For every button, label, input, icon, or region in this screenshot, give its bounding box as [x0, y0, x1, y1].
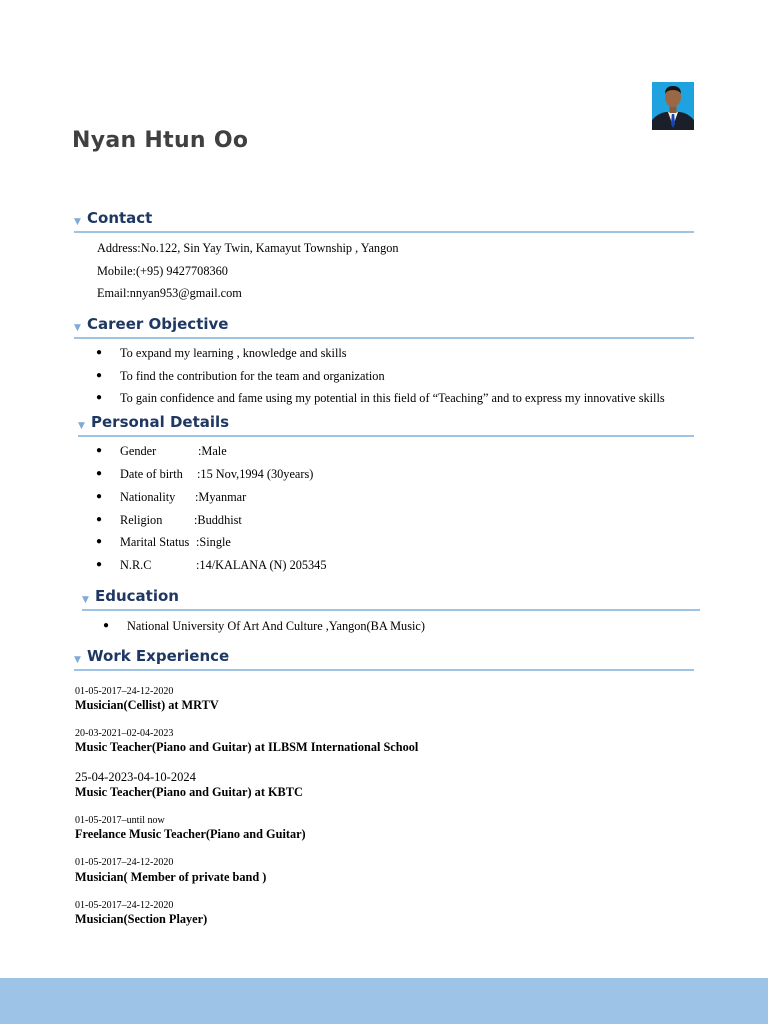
work-title: Freelance Music Teacher(Piano and Guitar)	[75, 827, 306, 841]
work-title: Music Teacher(Piano and Guitar) at KBTC	[75, 785, 303, 799]
field-label: Gender	[120, 444, 157, 458]
field-label: N.R.C	[120, 558, 152, 572]
education-section-header	[82, 587, 700, 611]
work-date: 25-04-2023-04-10-2024	[75, 770, 196, 784]
bullet-icon: ●	[103, 620, 110, 631]
triangle-down-icon: ▼	[74, 655, 81, 665]
work-title: Musician( Member of private band )	[75, 870, 267, 884]
section-title: Education	[95, 587, 179, 605]
triangle-down-icon: ▼	[74, 323, 81, 333]
bullet-icon: ●	[96, 559, 103, 570]
work-title: Musician(Cellist) at MRTV	[75, 698, 219, 712]
personal-item-nrc	[120, 557, 326, 573]
personal-item-nationality	[120, 489, 246, 505]
objective-section-header	[74, 315, 694, 339]
work-date: 01-05-2017–24-12-2020	[75, 686, 174, 697]
personal-item-marital-status	[120, 534, 231, 550]
bullet-icon: ●	[96, 514, 103, 525]
objective-item: To gain confidence and fame using my potential in this field of “Teaching” and to express my innovative skills	[120, 391, 665, 405]
candidate-name: Nyan Htun Oo	[72, 128, 249, 153]
field-value: :Myanmar	[195, 490, 247, 504]
objective-item: To expand my learning , knowledge and skills	[120, 346, 347, 360]
contact-mobile: Mobile:(+95) 9427708360	[97, 264, 228, 278]
field-value: :Buddhist	[194, 513, 242, 527]
work-section-header	[74, 647, 694, 671]
section-title: Career Objective	[87, 315, 229, 333]
contact-email: Email:nnyan953@gmail.com	[97, 286, 242, 300]
objective-item: To find the contribution for the team and organization	[120, 369, 385, 383]
triangle-down-icon: ▼	[82, 595, 89, 605]
section-title: Personal Details	[91, 413, 230, 431]
bullet-icon: ●	[96, 491, 103, 502]
profile-photo	[652, 82, 694, 130]
work-title: Music Teacher(Piano and Guitar) at ILBSM International School	[75, 740, 419, 754]
field-label: Religion	[120, 513, 163, 527]
triangle-down-icon: ▼	[78, 421, 85, 431]
field-value: :Male	[198, 444, 227, 458]
footer-band	[0, 978, 768, 1024]
bullet-icon: ●	[96, 468, 103, 479]
work-date: 01-05-2017–until now	[75, 815, 165, 826]
work-title: Musician(Section Player)	[75, 912, 208, 926]
work-date: 01-05-2017–24-12-2020	[75, 900, 174, 911]
contact-section-header	[74, 209, 694, 233]
personal-section-header	[78, 413, 694, 437]
bullet-icon: ●	[96, 392, 103, 403]
bullet-icon: ●	[96, 370, 103, 381]
education-item: National University Of Art And Culture ,Yangon(BA Music)	[127, 619, 425, 633]
person-avatar-icon	[652, 82, 694, 130]
personal-item-dob	[120, 466, 313, 482]
field-value: :14/KALANA (N) 205345	[196, 558, 327, 572]
field-label: Marital Status	[120, 535, 190, 549]
personal-item-gender	[120, 443, 227, 459]
bullet-icon: ●	[96, 347, 103, 358]
bullet-icon: ●	[96, 536, 103, 547]
bullet-icon: ●	[96, 445, 103, 456]
field-value: :Single	[196, 535, 231, 549]
section-title: Contact	[87, 209, 153, 227]
field-value: :15 Nov,1994 (30years)	[197, 467, 314, 481]
field-label: Date of birth	[120, 467, 183, 481]
section-title: Work Experience	[87, 647, 230, 665]
work-date: 20-03-2021–02-04-2023	[75, 728, 174, 739]
field-label: Nationality	[120, 490, 176, 504]
contact-address: Address:No.122, Sin Yay Twin, Kamayut Township , Yangon	[97, 241, 399, 255]
work-date: 01-05-2017–24-12-2020	[75, 857, 174, 868]
personal-item-religion	[120, 512, 242, 528]
triangle-down-icon: ▼	[74, 217, 81, 227]
